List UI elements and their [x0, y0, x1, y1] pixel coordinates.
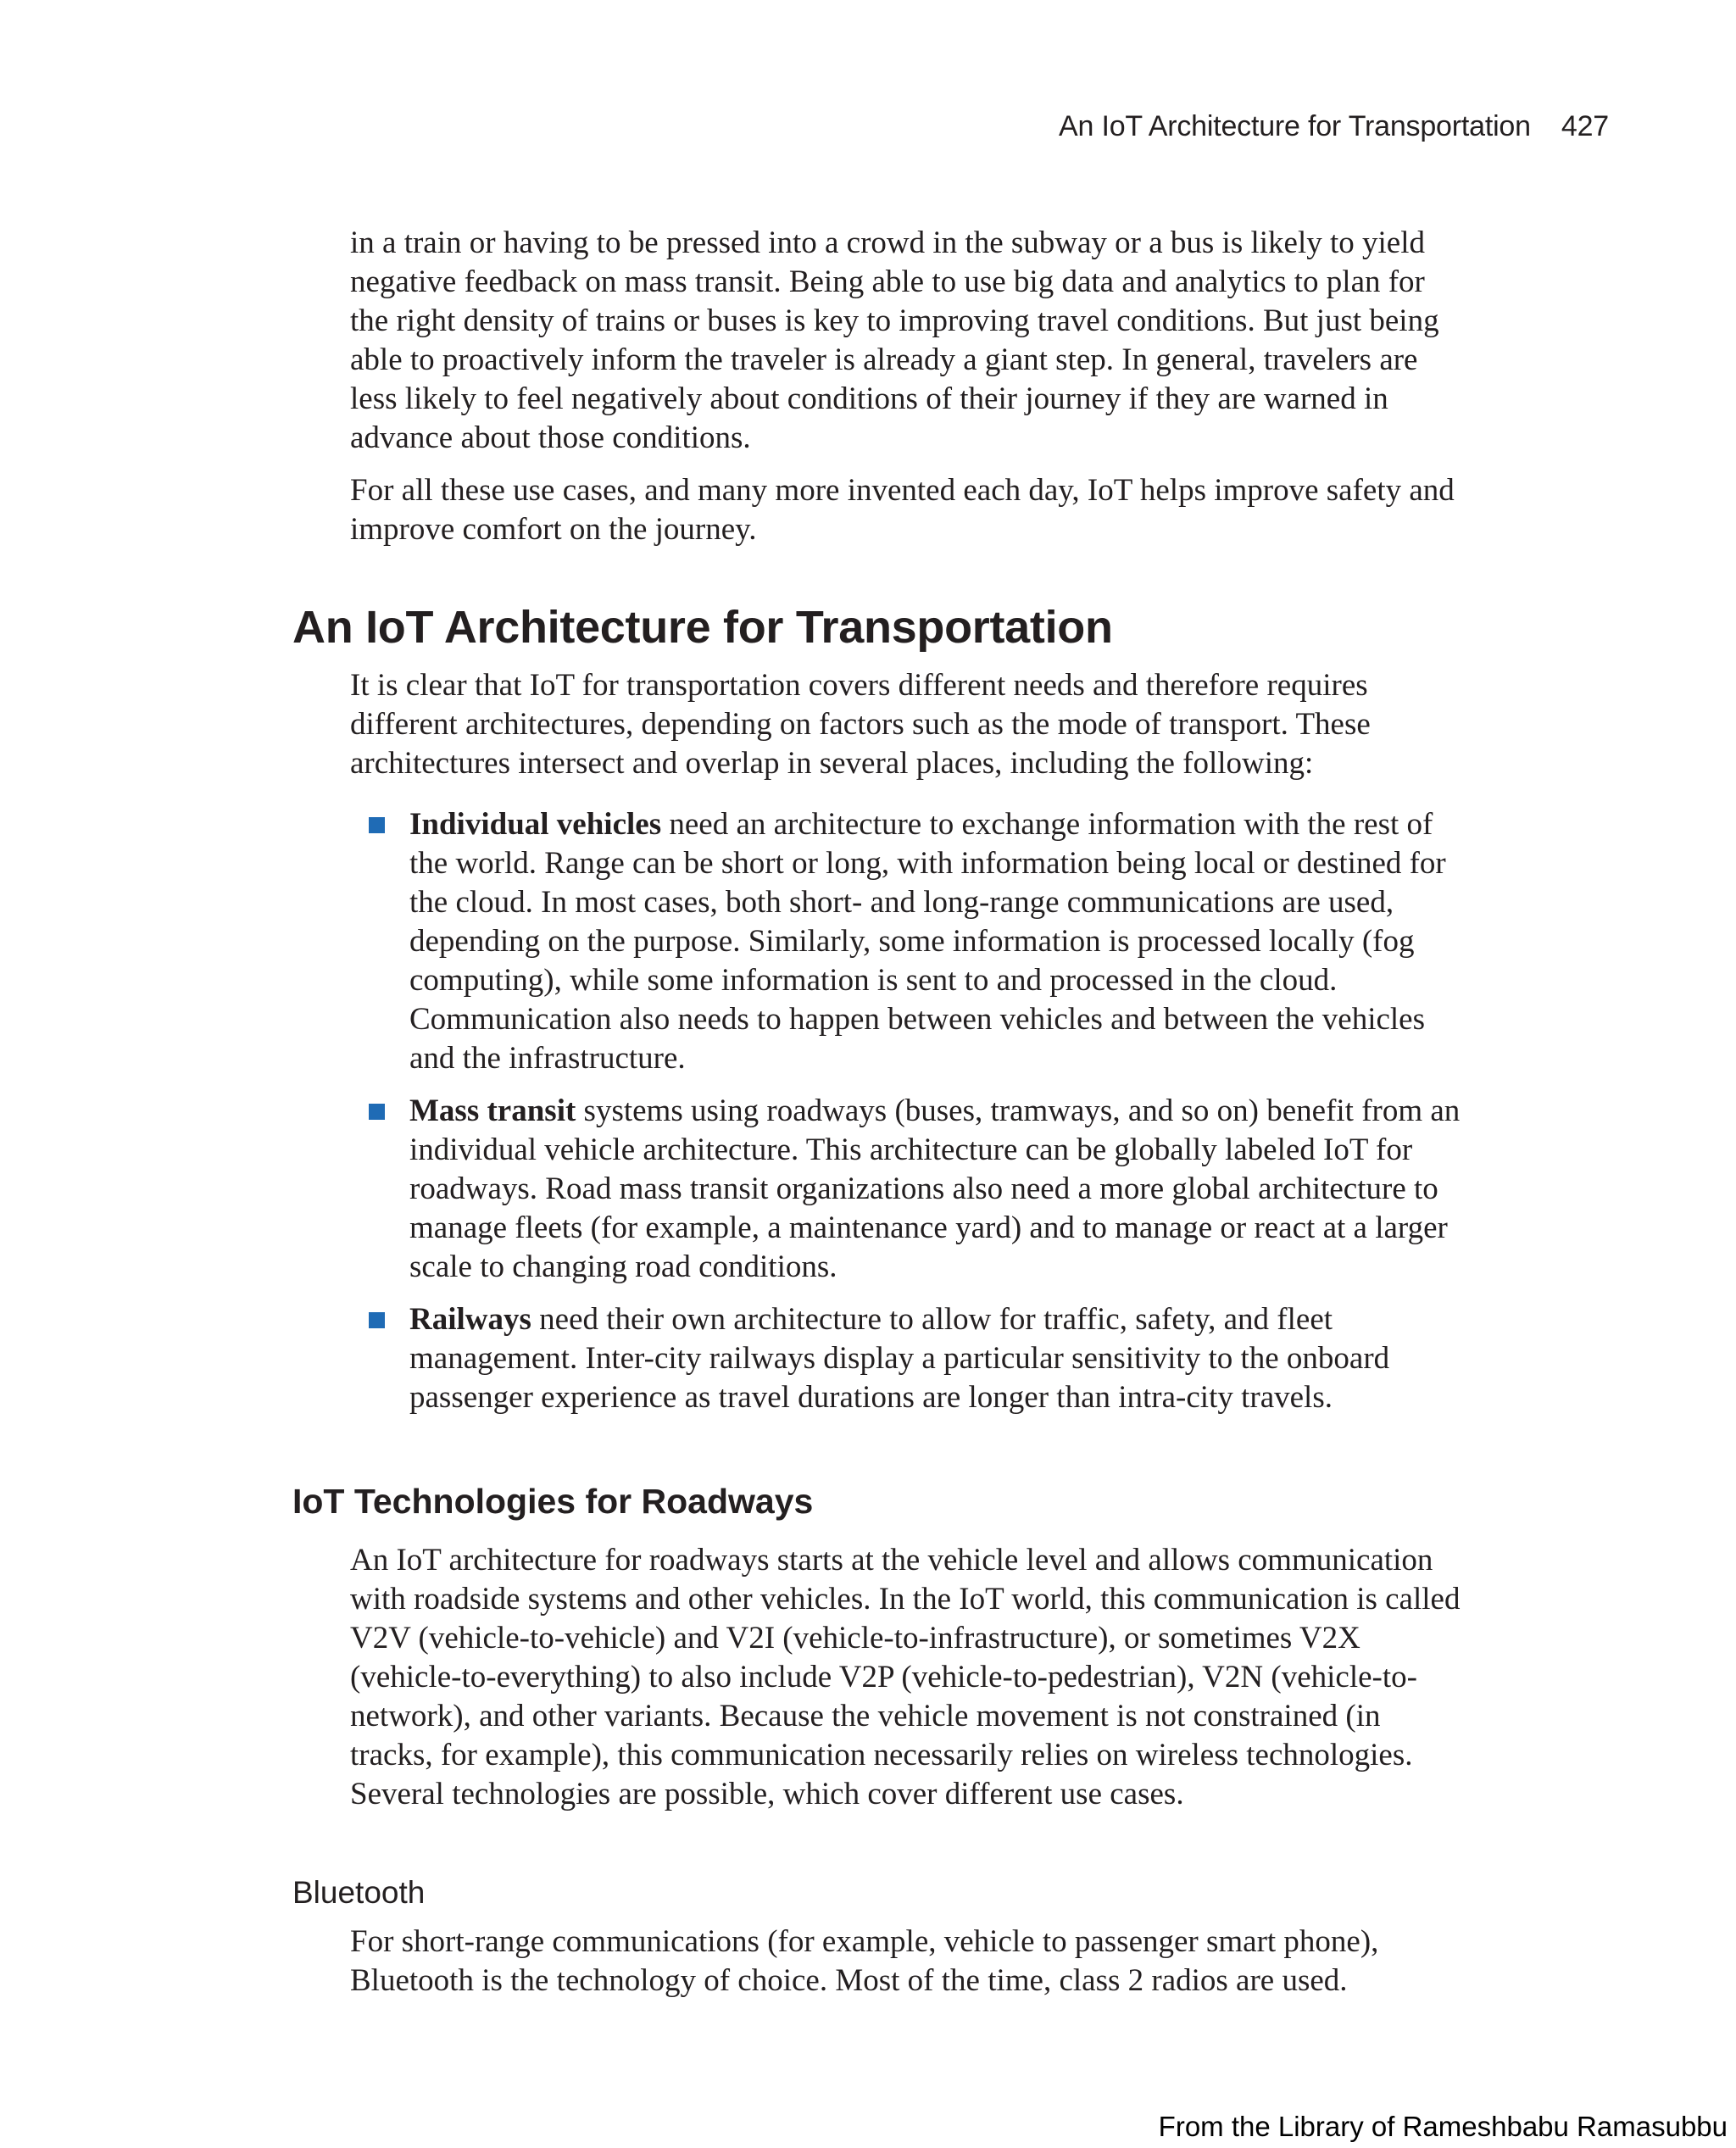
library-watermark: From the Library of Rameshbabu Ramasubbu	[1158, 2111, 1728, 2142]
bullet-term: Mass transit	[409, 1093, 576, 1128]
bullet-item-mass-transit	[409, 1092, 1469, 1287]
bullet-item-railways	[409, 1300, 1469, 1417]
bullet-text: need an architecture to exchange information with the rest of the world. Range can be short or long, with information being local or destined for the cloud. In most cases, both short- and long-range communications are used, depending on the purpose. Similarly, some information is processed locally (fog computing), while some information is sent to and processed in the cloud. Communication also needs to happen between vehicles and between the vehicles and the infrastructure.	[409, 807, 1446, 1076]
running-head	[1059, 110, 1609, 143]
roadways-paragraph: An IoT architecture for roadways starts at the vehicle level and allows communication with roadside systems and other vehicles. In the IoT world, this communication is called V2V (vehicle-to-vehicle) and V2I (vehicle-to-infrastructure), or sometimes V2X (vehicle-to-everything) to also include V2P (vehicle-to-pedestrian), V2N (vehicle-to-network), and other variants. Because the vehicle movement is not constrained (in tracks, for example), this communication necessarily relies on wireless technologies. Several technologies are possible, which cover different use cases.	[350, 1543, 1461, 1811]
bullet-text: systems using roadways (buses, tramways, and so on) benefit from an individual vehicle architecture. This architecture can be globally labeled IoT for roadways. Road mass transit organizations also need a more global architecture to manage fleets (for example, a maintenance yard) and to manage or react at a larger scale to changing road conditions.	[409, 1093, 1461, 1284]
roadways-heading: IoT Technologies for Roadways	[292, 1482, 814, 1521]
bluetooth-heading: Bluetooth	[292, 1875, 426, 1910]
running-title: An IoT Architecture for Transportation	[1059, 110, 1531, 142]
square-bullet-icon	[369, 1104, 385, 1120]
page-content	[292, 224, 1496, 2014]
intro-paragraph-1: in a train or having to be pressed into a crowd in the subway or a bus is likely to yield negative feedback on mass transit. Being able to use big data and analytics to plan for the right density of trains or buses is key to improving travel conditions. But just being able to proactively inform the traveler is already a giant step. In general, travelers are less likely to feel negatively about conditions of their journey if they are warned in advance about those conditions.	[350, 225, 1439, 455]
bullet-term: Individual vehicles	[409, 807, 662, 842]
square-bullet-icon	[369, 1312, 385, 1328]
bullet-term: Railways	[409, 1302, 531, 1337]
square-bullet-icon	[369, 817, 385, 833]
section-intro-paragraph: It is clear that IoT for transportation covers different needs and therefore requires different architectures, depending on factors such as the mode of transport. These architectures intersect and overlap in several places, including the following:	[350, 668, 1371, 781]
page-number: 427	[1561, 110, 1609, 142]
bluetooth-paragraph: For short-range communications (for example, vehicle to passenger smart phone), Bluetooth is the technology of choice. Most of the time, class 2 radios are used.	[350, 1924, 1379, 1998]
architecture-bullet-list	[292, 805, 1496, 1417]
bullet-item-individual-vehicles	[409, 805, 1469, 1078]
intro-paragraph-2: For all these use cases, and many more invented each day, IoT helps improve safety and improve comfort on the journey.	[350, 473, 1455, 547]
bullet-text: need their own architecture to allow for traffic, safety, and fleet management. Inter-city railways display a particular sensitivity to the onboard passenger experience as travel durations are longer than intra-city travels.	[409, 1302, 1390, 1415]
section-heading: An IoT Architecture for Transportation	[292, 602, 1113, 653]
